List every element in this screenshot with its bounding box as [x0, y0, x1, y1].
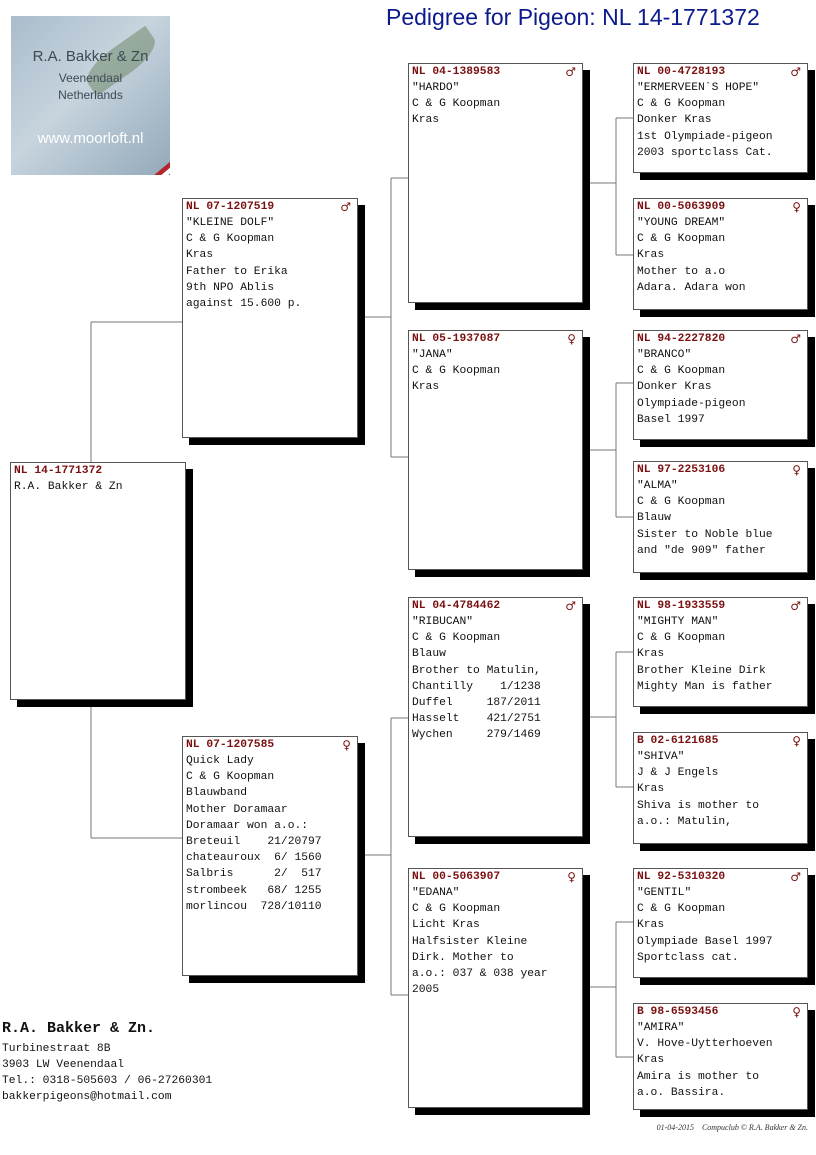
- ring-number: B 02-6121685: [637, 735, 719, 747]
- ring-number: NL 00-5063907: [412, 871, 501, 883]
- card-line: and "de 909" father: [637, 544, 766, 557]
- card-line: strombeek 68/ 1255: [186, 884, 322, 897]
- sire-sire-card[interactable]: [408, 63, 583, 303]
- card-line: C & G Koopman: [186, 233, 275, 246]
- card-line: Mighty Man is father: [637, 680, 773, 693]
- ring-header: [634, 331, 807, 347]
- card-line: C & G Koopman: [412, 903, 501, 916]
- card-line: Kras: [637, 249, 665, 262]
- ring-number: NL 00-5063909: [637, 201, 726, 213]
- male-symbol-icon: ♂: [790, 870, 801, 884]
- card-line: "SHIVA": [637, 751, 685, 763]
- male-symbol-icon: ♂: [790, 599, 801, 613]
- card-line: Amira is mother to: [637, 1070, 760, 1083]
- ring-number: NL 14-1771372: [14, 465, 103, 477]
- card-line: Mother to a.o: [637, 265, 726, 278]
- card-line: Salbris 2/ 517: [186, 868, 322, 881]
- card-line: Adara. Adara won: [637, 281, 746, 294]
- card-line: "HARDO": [412, 82, 460, 94]
- breeder-street: Turbinestraat 8B: [2, 1043, 111, 1055]
- ggp-7-card[interactable]: [633, 868, 808, 978]
- card-line: "ALMA": [637, 480, 678, 492]
- ring-number: NL 98-1933559: [637, 600, 726, 612]
- ring-number: NL 07-1207519: [186, 201, 275, 213]
- breeder-phone: Tel.: 0318-505603 / 06-27260301: [2, 1075, 213, 1087]
- card-line: Olympiade-pigeon: [637, 397, 746, 410]
- card-line: Olympiade Basel 1997: [637, 935, 773, 948]
- card-line: Kras: [412, 114, 440, 127]
- ring-header: [183, 737, 357, 753]
- female-symbol-icon: ♀: [567, 332, 576, 346]
- ring-header: [634, 869, 807, 885]
- card-line: C & G Koopman: [412, 365, 501, 378]
- page-title: Pedigree for Pigeon: NL 14-1771372: [386, 4, 760, 30]
- male-symbol-icon: ♂: [790, 65, 801, 79]
- sire-card[interactable]: [182, 198, 358, 438]
- card-line: Kras: [637, 1054, 665, 1067]
- card-line: 1st Olympiade-pigeon: [637, 130, 773, 143]
- ggp-1-card[interactable]: [633, 63, 808, 173]
- card-line: Kras: [637, 783, 665, 796]
- logo-city: Veenendaal: [58, 71, 123, 85]
- ggp-2-card[interactable]: [633, 198, 808, 310]
- ring-header: [634, 462, 807, 478]
- card-line: Sister to Noble blue: [637, 528, 773, 541]
- card-line: "GENTIL": [637, 887, 692, 899]
- ring-header: [634, 598, 807, 614]
- female-symbol-icon: ♀: [792, 200, 801, 214]
- card-line: C & G Koopman: [186, 771, 275, 784]
- female-symbol-icon: ♀: [792, 734, 801, 748]
- subject-pigeon-card[interactable]: [10, 462, 186, 700]
- card-line: 2003 sportclass Cat.: [637, 146, 773, 159]
- ring-header: [409, 331, 582, 347]
- card-line: Breteuil 21/20797: [186, 836, 322, 849]
- card-line: Halfsister Kleine: [412, 935, 528, 948]
- breeder-city: 3903 LW Veenendaal: [2, 1059, 125, 1071]
- card-line: Brother Kleine Dirk: [637, 664, 766, 677]
- card-line: a.o.: Matulin,: [637, 815, 732, 828]
- ggp-8-card[interactable]: [633, 1003, 808, 1110]
- card-line: Donker Kras: [637, 114, 712, 127]
- ring-number: NL 07-1207585: [186, 739, 275, 751]
- card-line: "BRANCO": [637, 349, 692, 361]
- card-line: C & G Koopman: [637, 496, 726, 509]
- card-line: Blauwband: [186, 787, 248, 800]
- card-line: C & G Koopman: [637, 98, 726, 111]
- card-line: Mother Doramaar: [186, 803, 288, 816]
- card-line: 9th NPO Ablis: [186, 281, 275, 294]
- card-line: "MIGHTY MAN": [637, 616, 719, 628]
- card-line: "EDANA": [412, 887, 460, 899]
- male-symbol-icon: ♂: [565, 599, 576, 613]
- card-line: against 15.600 p.: [186, 298, 302, 311]
- card-line: Duffel 187/2011: [412, 697, 541, 710]
- card-line: morlincou 728/10110: [186, 900, 322, 913]
- dam-card[interactable]: [182, 736, 358, 976]
- female-symbol-icon: ♀: [792, 1005, 801, 1019]
- card-line: "ERMERVEEN`S HOPE": [637, 82, 760, 94]
- card-line: Blauw: [412, 648, 446, 661]
- card-line: R.A. Bakker & Zn: [14, 481, 123, 493]
- card-line: Shiva is mother to: [637, 799, 760, 812]
- card-line: "KLEINE DOLF": [186, 217, 275, 229]
- card-line: J & J Engels: [637, 767, 719, 780]
- ring-header: [634, 64, 807, 80]
- card-line: C & G Koopman: [412, 98, 501, 111]
- footer-copyright: 01-04-2015 Compuclub © R.A. Bakker & Zn.: [656, 1123, 808, 1132]
- card-line: "AMIRA": [637, 1022, 685, 1034]
- card-line: Brother to Matulin,: [412, 664, 541, 677]
- card-line: C & G Koopman: [637, 233, 726, 246]
- ring-number: NL 04-1389583: [412, 66, 501, 78]
- ring-number: NL 94-2227820: [637, 333, 726, 345]
- ring-number: B 98-6593456: [637, 1006, 719, 1018]
- card-line: C & G Koopman: [637, 365, 726, 378]
- card-line: Hasselt 421/2751: [412, 713, 541, 726]
- card-line: "YOUNG DREAM": [637, 217, 726, 229]
- card-line: V. Hove-Uytterhoeven: [637, 1038, 773, 1051]
- card-line: C & G Koopman: [412, 632, 501, 645]
- ring-header: [409, 598, 582, 614]
- male-symbol-icon: ♂: [340, 200, 351, 214]
- ring-header: [183, 199, 357, 215]
- card-line: C & G Koopman: [637, 903, 726, 916]
- ring-number: NL 92-5310320: [637, 871, 726, 883]
- card-line: Blauw: [637, 512, 671, 525]
- card-line: Kras: [186, 249, 214, 262]
- female-symbol-icon: ♀: [792, 463, 801, 477]
- card-line: Doramaar won a.o.:: [186, 819, 309, 832]
- logo-url: www.moorloft.nl: [37, 130, 144, 147]
- ggp-3-card[interactable]: [633, 330, 808, 440]
- ring-header: [409, 64, 582, 80]
- card-line: Wychen 279/1469: [412, 729, 541, 742]
- sire-dam-card[interactable]: [408, 330, 583, 570]
- logo-name: R.A. Bakker & Zn: [32, 48, 149, 65]
- card-line: a.o. Bassira.: [637, 1086, 726, 1099]
- card-line: Sportclass cat.: [637, 951, 739, 964]
- ring-number: NL 97-2253106: [637, 464, 726, 476]
- card-line: chateauroux 6/ 1560: [186, 852, 322, 865]
- card-line: Father to Erika: [186, 265, 288, 278]
- ggp-4-card[interactable]: [633, 461, 808, 573]
- female-symbol-icon: ♀: [567, 870, 576, 884]
- card-line: "RIBUCAN": [412, 616, 474, 628]
- card-line: Donker Kras: [637, 381, 712, 394]
- female-symbol-icon: ♀: [342, 738, 351, 752]
- card-line: Kras: [637, 919, 665, 932]
- dam-dam-card[interactable]: [408, 868, 583, 1108]
- ring-header: [634, 733, 807, 749]
- card-line: a.o.: 037 & 038 year: [412, 968, 548, 981]
- breeder-name: R.A. Bakker & Zn.: [2, 1020, 156, 1037]
- ring-header: [409, 869, 582, 885]
- breeder-email[interactable]: bakkerpigeons@hotmail.com: [2, 1091, 172, 1103]
- card-line: Licht Kras: [412, 919, 480, 932]
- logo-country: Netherlands: [58, 88, 123, 102]
- ring-number: NL 05-1937087: [412, 333, 501, 345]
- ring-number: NL 04-4784462: [412, 600, 501, 612]
- card-line: C & G Koopman: [637, 632, 726, 645]
- card-line: Quick Lady: [186, 755, 254, 767]
- card-line: 2005: [412, 984, 440, 997]
- male-symbol-icon: ♂: [565, 65, 576, 79]
- card-line: Kras: [637, 648, 665, 661]
- ring-number: NL 00-4728193: [637, 66, 726, 78]
- card-line: Chantilly 1/1238: [412, 680, 541, 693]
- breeder-address-block: [2, 1020, 212, 1105]
- card-line: Basel 1997: [637, 413, 705, 426]
- ggp-5-card[interactable]: [633, 597, 808, 707]
- card-line: Dirk. Mother to: [412, 951, 514, 964]
- ggp-6-card[interactable]: [633, 732, 808, 844]
- male-symbol-icon: ♂: [790, 332, 801, 346]
- ring-header: [634, 199, 807, 215]
- card-line: "JANA": [412, 349, 453, 361]
- ring-header: [634, 1004, 807, 1020]
- card-line: Kras: [412, 381, 440, 394]
- dam-sire-card[interactable]: [408, 597, 583, 837]
